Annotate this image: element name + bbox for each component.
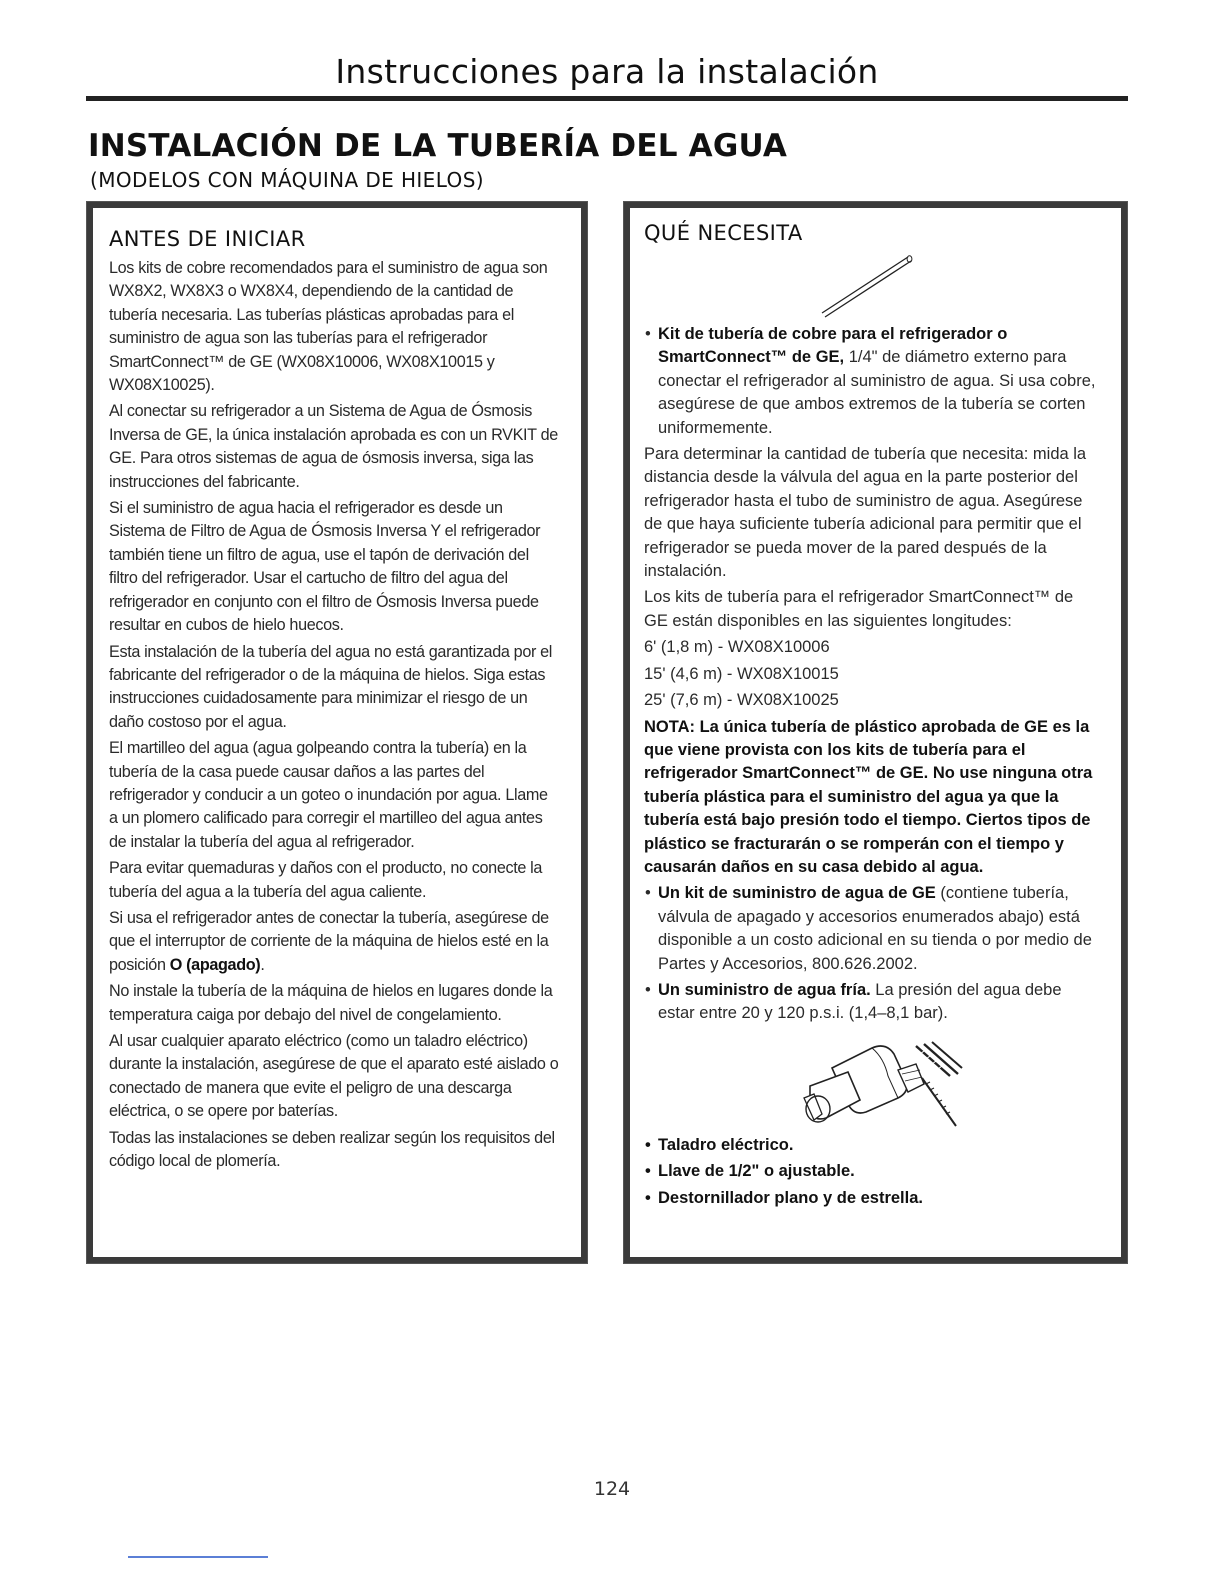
plastic-tubing-note: NOTA: La única tubería de plástico aprobada de GE es la que viene provista con los kits de tubería para el refrigerador SmartConnect™ de GE. No use ninguna otra tubería plástica para el suministro del agua ya que la tubería está bajo presión todo el tiempo. Ciertos tipos de plástico se fracturarán o se romperán con el tiempo y causarán daños en su casa debido al agua.	[644, 717, 1093, 876]
kit-length-6ft: 6' (1,8 m) - WX08X10006	[644, 638, 830, 657]
tubing-illustration	[816, 251, 916, 319]
measure-paragraph: Para determinar la cantidad de tubería que necesita: mida la distancia desde la válvula del agua en la parte posterior del refrigerador hasta el tubo de suministro de agua. Asegúrese de que haya suficiente tubería adicional para permitir que el refrigerador se pueda mover de la pared después de la instalación.	[644, 445, 1087, 581]
reverse-osmosis-paragraph: Al conectar su refrigerador a un Sistema de Agua de Ósmosis Inversa de GE, la única instalación aprobada es con un RVKIT de GE. Para otros sistemas de agua de ósmosis inversa, siga las instrucciones del fabricante.	[109, 402, 558, 491]
off-position-label: O (apagado)	[169, 955, 261, 974]
section-title: INSTALACIÓN DE LA TUBERÍA DEL AGUA	[88, 128, 788, 164]
cold-water-text: La presión del agua debe estar entre 20 y 120 p.s.i. (1,4–8,1 bar).	[658, 980, 1062, 1023]
what-you-need-box	[623, 201, 1128, 1264]
before-starting-box	[86, 201, 588, 1264]
copper-kit-text: 1/4" de diámetro externo para conectar el refrigerador al suministro de agua. Si usa cobre, asegúrese de que ambos extremos de la tubería se corten uniformemente.	[658, 348, 1096, 437]
bullet-dot: •	[645, 1135, 651, 1154]
supply-kit-item	[644, 882, 1101, 976]
page-header: Instrucciones para la instalación	[335, 52, 879, 91]
bullet-dot: •	[645, 1162, 651, 1181]
kit-length-25ft: 25' (7,6 m) - WX08X10025	[644, 691, 839, 710]
kit-lengths-intro: Los kits de tubería para el refrigerador SmartConnect™ de GE están disponibles en las siguientes longitudes:	[644, 588, 1074, 630]
warranty-paragraph: Esta instalación de la tubería del agua no está garantizada por el fabricante del refrigerador o de la máquina de hielos. Siga estas instrucciones cuidadosamente para minimizar el riesgo de un daño costoso por el agua.	[109, 642, 553, 731]
tool-item-wrench	[644, 1160, 1101, 1183]
copper-kits-paragraph: Los kits de cobre recomendados para el suministro de agua son WX8X2, WX8X3 o WX8X4, dependiendo de la cantidad de tubería necesaria. Las tuberías plásticas aprobadas para el suministro de agua son las tuberías para el refrigerador SmartConnect™ de GE (WX08X10006, WX08X10015 y WX08X10025).	[109, 259, 548, 395]
supply-kit-bold: Un kit de suministro de agua de GE	[658, 884, 936, 903]
tool-drill-label: Taladro eléctrico.	[658, 1135, 794, 1154]
page-number: 124	[593, 1478, 631, 1500]
hot-water-paragraph: Para evitar quemaduras y daños con el producto, no conecte la tubería del agua a la tubería del agua caliente.	[109, 859, 543, 901]
what-you-need-title: QUÉ NECESITA	[644, 221, 803, 245]
electrical-safety-paragraph: Al usar cualquier aparato eléctrico (como un taladro eléctrico) durante la instalación, asegúrese de que el aparato esté aislado o conectado de manera que evite el peligro de una descarga eléctrica, o se opere por baterías.	[109, 1032, 559, 1121]
bullet-dot: •	[645, 1188, 651, 1207]
ice-switch-text: Si usa el refrigerador antes de conectar la tubería, asegúrese de que el interruptor de corriente de la máquina de hielos esté en la posición	[109, 908, 549, 974]
tool-screwdriver-label: Destornillador plano y de estrella.	[658, 1188, 923, 1207]
water-hammer-paragraph: El martilleo del agua (agua golpeando contra la tubería) en la tubería de la casa puede causar daños a las partes del refrigerador y conducir a un goteo o inundación por agua. Llame a un plomero calificado para corregir el martilleo del agua antes de instalar la tubería del agua al refrigerador.	[109, 739, 548, 851]
freezing-paragraph: No instale la tubería de la máquina de hielos en lugares donde la temperatura caiga por debajo del nivel de congelamiento.	[109, 982, 553, 1024]
kit-length-15ft: 15' (4,6 m) - WX08X10015	[644, 664, 839, 683]
tool-item-screwdriver	[644, 1187, 1101, 1210]
tool-item-drill	[644, 1134, 1101, 1157]
ice-switch-paragraph	[109, 907, 559, 977]
copper-tubing-kit-item	[644, 323, 1101, 440]
plumbing-code-paragraph: Todas las instalaciones se deben realizar según los requisitos del código local de plomería.	[109, 1128, 555, 1171]
drill-illustration	[774, 1040, 964, 1132]
bullet-dot: •	[645, 884, 651, 903]
before-starting-title: ANTES DE INICIAR	[109, 227, 306, 251]
copper-kit-bold: Kit de tubería de cobre para el refrigerador o SmartConnect™ de GE,	[658, 325, 1008, 367]
section-subtitle: (MODELOS CON MÁQUINA DE HIELOS)	[90, 168, 484, 192]
filter-bypass-paragraph: Si el suministro de agua hacia el refrigerador es desde un Sistema de Filtro de Agua de Ósmosis Inversa Y el refrigerador también tiene un filtro de agua, use el tapón de derivación del filtro del refrigerador. Usar el cartucho de filtro del agua del refrigerador en conjunto con el filtro de Ósmosis Inversa puede resultar en cubos de hielo huecos.	[109, 499, 541, 635]
bullet-dot: •	[645, 325, 651, 343]
header-rule	[86, 96, 1128, 101]
ice-switch-end: .	[260, 955, 265, 974]
cold-water-bold: Un suministro de agua fría.	[658, 980, 871, 999]
bullet-dot: •	[645, 980, 651, 999]
footer-link-mark	[128, 1556, 268, 1558]
supply-kit-text: (contiene tubería, válvula de apagado y accesorios enumerados abajo) está disponible a un costo adicional en su tienda o por medio de Partes y Accesorios, 800.626.2002.	[658, 884, 1092, 973]
cold-water-item	[644, 979, 1101, 1026]
tool-wrench-label: Llave de 1/2" o ajustable.	[658, 1162, 855, 1181]
